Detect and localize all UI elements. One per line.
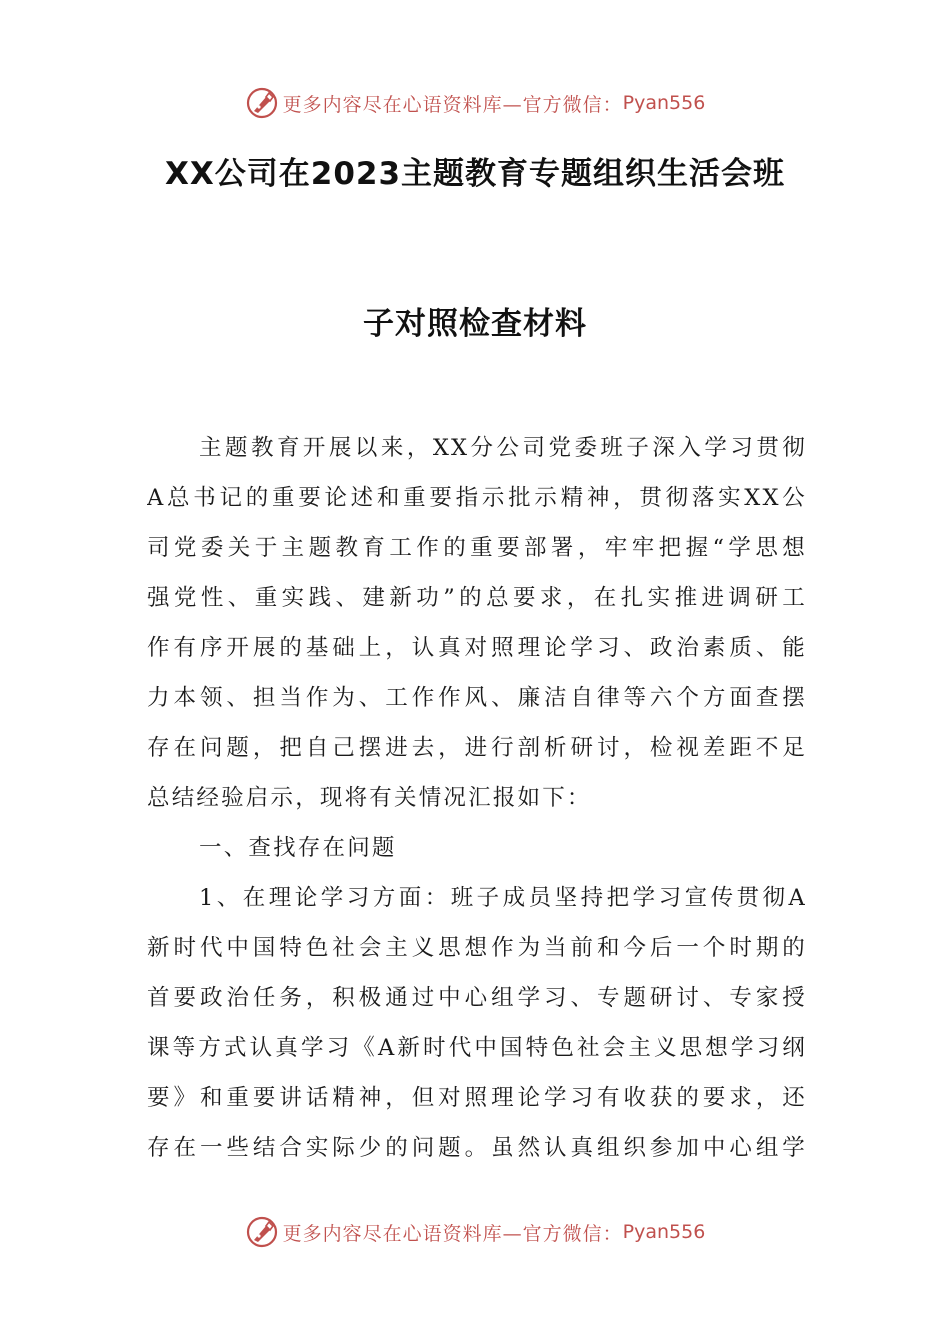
watermark-wechat-id: Pyan556 [622, 1221, 706, 1243]
paragraph-line: 1、在理论学习方面：班子成员坚持把学习宣传贯彻A [199, 885, 807, 911]
pen-nib-logo-icon [245, 1215, 279, 1249]
watermark-text: 更多内容尽在心语资料库—官方微信： [282, 1222, 623, 1245]
paragraph-line: 新时代中国特色社会主义思想作为当前和今后一个时期的 [147, 935, 807, 961]
document-title-line-2: 子对照检查材料 [363, 306, 587, 342]
paragraph-line: 首要政治任务，积极通过中心组学习、专题研讨、专家授 [147, 985, 807, 1011]
paragraph-line: 强党性、重实践、建新功”的总要求，在扎实推进调研工 [147, 585, 807, 611]
paragraph-line: 司党委关于主题教育工作的重要部署，牢牢把握“学思想 [147, 535, 807, 561]
pen-nib-logo-icon [245, 86, 279, 120]
footer-watermark [0, 1212, 950, 1252]
paragraph-line: 要》和重要讲话精神，但对照理论学习有收获的要求，还 [147, 1085, 807, 1111]
paragraph-line: 主题教育开展以来，XX分公司党委班子深入学习贯彻 [199, 435, 807, 461]
paragraph-line: 存在问题，把自己摆进去，进行剖析研讨，检视差距不足 [147, 735, 807, 761]
watermark-wechat-id: Pyan556 [622, 92, 706, 114]
paragraph-line: 力本领、担当作为、工作作风、廉洁自律等六个方面查摆 [147, 685, 807, 711]
paragraph-line: A总书记的重要论述和重要指示批示精神，贯彻落实XX公 [147, 485, 807, 511]
paragraph-intro [147, 423, 807, 1173]
document-title-line-1: XX公司在2023主题教育专题组织生活会班 [164, 156, 786, 192]
watermark-text: 更多内容尽在心语资料库—官方微信： [282, 93, 623, 116]
header-watermark [0, 83, 950, 123]
paragraph-line: 存在一些结合实际少的问题。虽然认真组织参加中心组学 [147, 1135, 807, 1161]
paragraph-line: 作有序开展的基础上，认真对照理论学习、政治素质、能 [147, 635, 807, 661]
paragraph-line: 总结经验启示，现将有关情况汇报如下： [147, 785, 592, 811]
section-heading: 一、查找存在问题 [199, 835, 397, 861]
paragraph-line: 课等方式认真学习《A新时代中国特色社会主义思想学习纲 [147, 1035, 807, 1061]
